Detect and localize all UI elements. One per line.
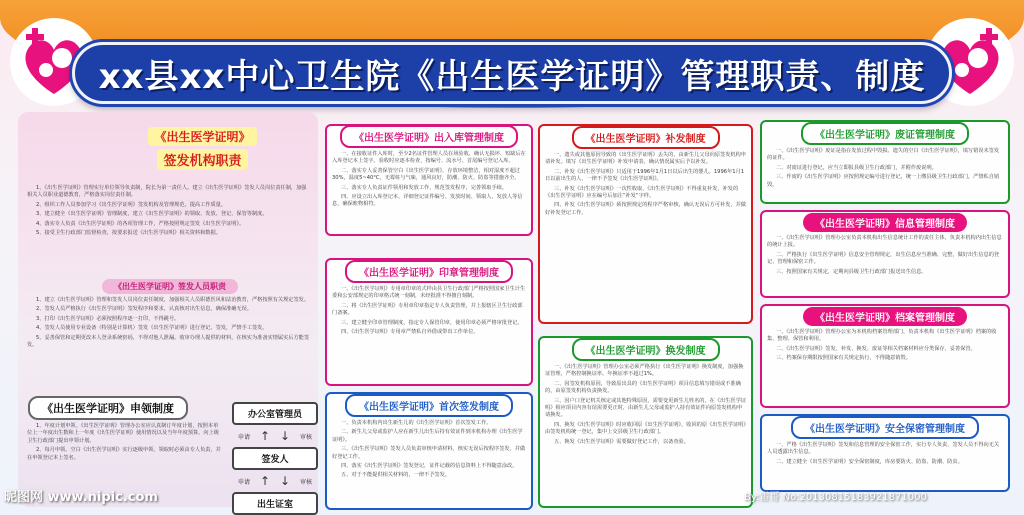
renew-item: 二、因签发机构原因，导致原出具的《出生医学证明》项目信息填写错误或不准确的，由原签发机构负责换发。 <box>545 380 741 395</box>
flow-arrows-2 <box>232 470 318 492</box>
stock-item: 四、应设立出入库登记本，详细登记证件编号、发放时间、领取人、发放人等信息，确保账物相符。 <box>332 194 523 208</box>
renew-body <box>540 361 751 451</box>
reissue-item: 三、补发《出生医学证明》一次性收取，《出生医学证明》不得重复补发，补发的《出生医学证明》应在编号后加注“补发”字样。 <box>545 185 739 200</box>
arrow-up-icon: ↑ <box>259 429 271 443</box>
void-body <box>762 145 1008 194</box>
renew-item: 一、《出生医学证明》管理办公室必须严格执行《出生医学证明》换发制度，加强换证管理，严格控制换证率。年换证率不超过1%。 <box>545 364 744 378</box>
agency-duty-item: 5、接受卫生行政部门监督检查，按要求报送《出生医学证明》相关资料和数据。 <box>36 230 221 237</box>
title-bar <box>72 42 952 104</box>
safety-item: 二、建立健全《出生医学证明》安全保密制度，库房要防火、防盗、防潮、防虫。 <box>776 458 963 465</box>
stock-item: 二、落实专人妥善保管空白《出生医学证明》，存放环境整洁，相对湿度不超过30%，温度5~40°C，无霉蛀与气味，通风良好，防潮、防火、防盗等措施齐全。 <box>332 167 520 182</box>
staff-duty-item: 1、建立《出生医学证明》管理和签发人员岗位责任制度，加强相关人员职德医风和法治教育，严格按照有关规定签发。 <box>36 297 310 303</box>
first-issue-item: 一、负责本机构内出生新生儿的《出生医学证明》首次签发工作。 <box>341 420 492 426</box>
safety-section <box>760 414 1010 492</box>
seal-item: 二、将《出生医学证明》专用章印章指定专人负责管理，并上报辖区卫生行政部门备案。 <box>332 302 523 317</box>
reissue-title: 《出生医学证明》补发制度 <box>572 126 720 149</box>
staff-duty-item: 3、打印《出生医学证明》必须按照程序逐一打印，不得跳号。 <box>36 315 180 322</box>
first-issue-item: 二、新生儿父母或监护人应在新生儿出生后持有效证件到本机构办理《出生医学证明》。 <box>332 429 523 443</box>
renew-title: 《出生医学证明》换发制度 <box>572 338 720 361</box>
first-issue-section <box>325 392 533 510</box>
apply-title: 《出生医学证明》申领制度 <box>28 396 188 420</box>
renew-item: 五、换发《出生医学证明》需要做好登记工作，以备查验。 <box>554 438 689 445</box>
seal-item: 三、建立健全印章管理制度，指定专人保管印章，使用印章必须严格审批登记。 <box>341 319 523 326</box>
agency-duty-section <box>22 182 314 270</box>
staff-duty-item: 5、妥善保管和定期更改本人登录系统密码，不得对他人泄漏。收审办理人提供的材料，在核实为准备实情属实后方能签发。 <box>27 334 310 349</box>
page-title: xx县xx中心卫生院《出生医学证明》管理职责、制度 <box>98 56 926 97</box>
apply-flowchart <box>232 402 318 515</box>
arrow-down-icon: ↓ <box>279 474 291 488</box>
apply-section <box>22 396 228 486</box>
info-item: 一、《出生医学证明》管理办公室负责本机构出生信息统计工作的责任主体，负责本机构内出生信息的统计上报。 <box>767 235 1002 249</box>
renew-item: 三、因户口登记机关核定或其他特殊原因，需要变更新生儿姓名的，在《出生医学证明》相应项目内容有误需要更正时，由新生儿父母或监护人持有效证件向原签发机构申请换发。 <box>545 397 746 419</box>
watermark-right: By:雷哥 No:20130815183921871000 <box>744 492 927 503</box>
info-section <box>760 210 1010 298</box>
seal-item: 四、《出生医学证明》专用章严禁私自外借或带出工作单位。 <box>341 329 479 336</box>
seal-section <box>325 258 533 386</box>
agency-duty-body <box>22 182 314 242</box>
void-item: 三、作废的《出生医学证明》应按照规定编号进行登记，统一上缴县级卫生行政部门，严禁私自销毁。 <box>767 174 1000 188</box>
apply-item: 1、年度计划申领。《出生医学证明》管理办公室应认真制订年度计划，按照本单位上一年度出生数和上一年度《出生医学证明》使用情况以及当年年度预算，向上级卫生行政部门提出申领计划。 <box>27 423 219 444</box>
agency-duty-item: 4、落实专人负责《出生医学证明》的各项管理工作，严格按照规定签发《出生医学证明》。 <box>36 220 245 227</box>
safety-body <box>762 439 1008 471</box>
reissue-body <box>540 149 751 222</box>
archive-item: 二、《出生医学证明》签发、补发、换发、废证等相关档案材料应分类保存，妥善保管。 <box>776 345 976 352</box>
agency-duty-title-line1: 《出生医学证明》 <box>148 127 256 146</box>
archive-item: 一、《出生医学证明》管理办公室为本机构档案管理部门，负责本机构《出生医学证明》档案的收集、整理、保管和利用。 <box>767 329 997 343</box>
flow-apply-label: 申请 <box>238 478 251 486</box>
flow-node-signer: 签发人 <box>232 447 318 470</box>
renew-section <box>538 336 753 508</box>
void-section <box>760 120 1010 204</box>
safety-title: 《出生医学证明》安全保密管理制度 <box>791 416 979 439</box>
info-item: 二、严格执行《出生医学证明》信息安全管理规定，出生信息应当准确、完整，做好出生信息的登记、管理和保密工作。 <box>767 251 1000 266</box>
renew-item: 四、换发《出生医学证明》时应收回原《出生医学证明》，收回的原《出生医学证明》由签发机构统一登记，集中上交县级卫生行政部门。 <box>545 421 746 436</box>
reissue-item: 一、遗失或其他原因导致的《出生医学证明》丢失的，由新生儿父母向原签发机构申请补发。填写《出生医学证明》补发申请表，确认情况属实后予以补发。 <box>545 152 746 166</box>
flow-review-label: 审核 <box>299 433 312 441</box>
flow-node-birth-cert-room: 出生证室 <box>232 492 318 515</box>
staff-duty-item: 4、签发人员使用专业设备（特别是计算机）签发《出生医学证明》进行登记、签发，严禁手工签发。 <box>36 325 268 332</box>
agency-duty-title <box>135 126 270 170</box>
stock-item: 一、在接收证件入库时，至少2名证件管理人员在场验收，确认无损坏、短缺后在入库登记本上签字。验收时应逐本检查，按编号、流水号、首尾编号登记入库。 <box>332 151 526 165</box>
staff-duty-section <box>22 272 318 392</box>
agency-duty-item: 3、建立健全《出生医学证明》管理制度，建立《出生医学证明》的领取、发放、登记、保管等制度。 <box>36 211 268 218</box>
info-item: 三、按照国家有关规定，定期向县级卫生行政部门报送出生信息。 <box>776 268 927 275</box>
staff-duty-title: 《出生医学证明》签发人员职责 <box>102 279 238 294</box>
first-issue-body <box>327 417 531 485</box>
archive-section <box>760 304 1010 408</box>
flow-arrows-1 <box>232 425 318 447</box>
staff-duty-item: 2、签发人员严格执行《出生医学证明》签发程序和要求，认真核对出生信息，确保准确无误。 <box>36 306 252 313</box>
archive-body <box>762 326 1008 368</box>
safety-item: 一、严格《出生医学证明》签发和信息管理的安全保密工作，实行专人负责，签发人员不得向无关人员透露出生信息。 <box>767 442 1000 456</box>
staff-duty-body <box>22 294 318 354</box>
stock-section <box>325 124 533 236</box>
seal-item: 一、《出生医学证明》专用章印章的式样由县卫生行政部门严格按照国家卫生计生委和公安部规定的印章格式统一刻制，未经批准不得擅自刻制。 <box>332 286 526 300</box>
first-issue-title: 《出生医学证明》首次签发制度 <box>345 394 513 417</box>
flow-review-label: 审核 <box>299 478 312 486</box>
reissue-item: 四、补发《出生医学证明》须按照规定的程序严格审核，确认无误后方可补发，并做好补发登记工作。 <box>545 202 746 216</box>
arrow-down-icon: ↓ <box>279 429 291 443</box>
void-title: 《出生医学证明》废证管理制度 <box>801 122 969 145</box>
agency-duty-title-line2: 签发机构职责 <box>157 149 247 170</box>
archive-item: 三、档案保存期限按照国家有关规定执行，不得随意销毁。 <box>776 355 911 362</box>
archive-title: 《出生医学证明》档案管理制度 <box>803 307 967 326</box>
info-body <box>762 232 1008 281</box>
stock-item: 三、落实专人负责证件领用和发放工作，规范签发程序，完善领取手续。 <box>341 184 508 191</box>
apply-item: 2、每月申领。空白《出生医学证明》实行逐级申领，领取时必须由专人负责，并在申领登记本上签名。 <box>27 447 221 461</box>
void-item: 一、《出生医学证明》废证是指在发放过程中毁损、遗失的空白《出生医学证明》，填写错误未签发的证件。 <box>767 148 1000 162</box>
first-issue-item: 四、落实《出生医学证明》签发登记，证件记载的信息资料上不得随意涂改。 <box>341 463 518 470</box>
flow-node-office-admin: 办公室管理员 <box>232 402 318 425</box>
arrow-up-icon: ↑ <box>259 474 271 488</box>
apply-body <box>22 420 228 467</box>
stock-body <box>327 148 531 214</box>
watermark-left: 昵图网 www.nipic.com <box>4 490 158 505</box>
first-issue-item: 五、对于不能提供相关材料的，一律不予签发。 <box>341 472 450 479</box>
void-item: 二、对废证进行登记，应当立即报县级卫生行政部门，并附作废说明。 <box>776 164 937 171</box>
agency-duty-item: 2、组织工作人员参加学习《出生医学证明》签发机构及管理规范，提高工作质量。 <box>36 201 227 208</box>
seal-title: 《出生医学证明》印章管理制度 <box>345 260 513 283</box>
flow-apply-label: 申请 <box>238 433 251 441</box>
reissue-item: 二、补发《出生医学证明》只适用于1996年1月1日以后出生的婴儿。1996年1月1日以前出生的人，一律不予签发《出生医学证明》。 <box>545 168 745 183</box>
stock-title: 《出生医学证明》出入库管理制度 <box>340 125 518 148</box>
reissue-section <box>538 124 753 324</box>
agency-duty-item: 1、《出生医学证明》管理实行单位领导负责制，院长为第一责任人。建立《出生医学证明》签发人员岗位责任制，加强相关人员职业道德教育，严格落实岗位责任制。 <box>27 185 307 199</box>
info-title: 《出生医学证明》信息管理制度 <box>803 213 967 232</box>
first-issue-item: 三、《出生医学证明》签发人员负责审核申请材料，核实无误后按程序签发，并做好登记工作。 <box>332 446 526 460</box>
seal-body <box>327 283 531 341</box>
